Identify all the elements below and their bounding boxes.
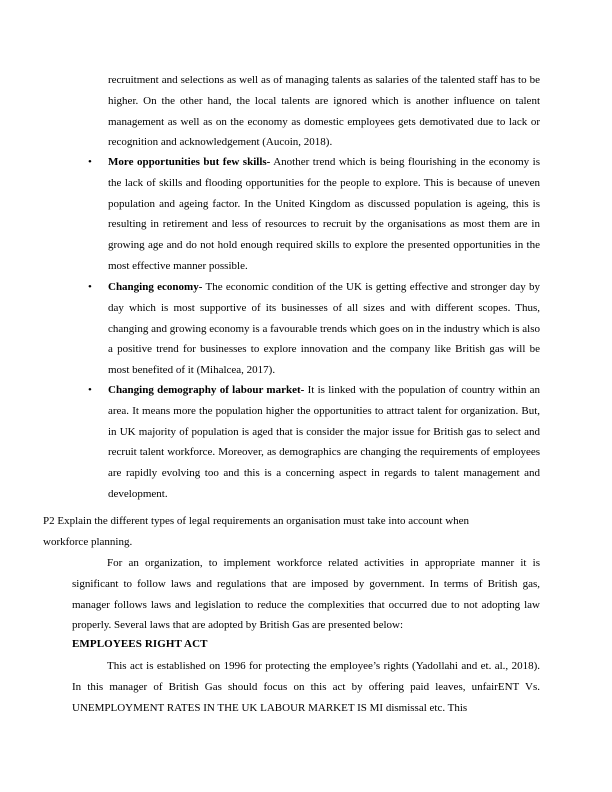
subheading-employees-right-act: EMPLOYEES RIGHT ACT [72,638,208,650]
bullet-item-demography [108,380,540,505]
bullet-text: It is linked with the population of country within an area. It means more the population higher the opportunities to attract talent for organization. But, in UK majority of population is aged that is consider the major issue for British gas to select and recruit talent workforce. Moreover, as demographics are changing the requirements of employees are rapidly evolving too and this is a concerning aspect in regards to talent management and development. [108,384,540,500]
bullet-icon: • [88,156,92,168]
act-paragraph: This act is established on 1996 for protecting the employee’s rights (Yadollahi and et. al., 2018). In this manager of British Gas should focus on this act by offering paid leaves, unfairENT Vs. UNEMPLOYMENT RATES IN THE UK LABOUR MARKET IS MI dismissal etc. This [72,660,540,714]
section-paragraph: For an organization, to implement workforce related activities in appropriate manner it is significant to follow laws and regulations that are imposed by government. In terms of British gas, manager follows laws and legislation to reduce the complexities that occurred due to not adopting law properly. Several laws that are adopted by British Gas are presented below: [72,557,540,632]
section-heading-text: P2 Explain the different types of legal requirements an organisation must take into account when workforce planning. [43,515,470,548]
bullet-title: More opportunities but few skills- [108,156,271,168]
bullet-title: Changing economy- [108,281,203,293]
bullet-text: The economic condition of the UK is getting effective and stronger day by day which is most supportive of its businesses of all sizes and with different scopes. Thus, changing and growing economy is a favourable trends which goes on in the industry which is also a positive trend for businesses to explore innovation and the company like British gas will be most benefited of it (Mihalcea, 2017). [108,281,541,377]
bullet-item-economy [108,277,540,381]
bullet-icon: • [88,384,92,396]
section-heading [43,511,511,553]
intro-paragraph: recruitment and selections as well as of managing talents as salaries of the talented staff has to be higher. On the other hand, the local talents are ignored which is another influence on talent management as well as on the economy as domestic employees gets demotivated due to lack or recognition and acknowledgement (Aucoin, 2018). [108,74,540,149]
bullet-icon: • [88,281,92,293]
bullet-text: Another trend which is being flourishing in the economy is the lack of skills and flooding opportunities for the people to explore. This is because of uneven population and ageing factor. In the United Kingdom as discussed population is ageing, this is resulting in retirement and less of resources to recruit by the organisations as most them are in growing age and do not hold enough required skills to explore the presented opportunities in the most effective manner possible. [108,156,540,272]
bullet-item-skills [108,152,540,277]
bullet-title: Changing demography of labour market- [108,384,305,396]
